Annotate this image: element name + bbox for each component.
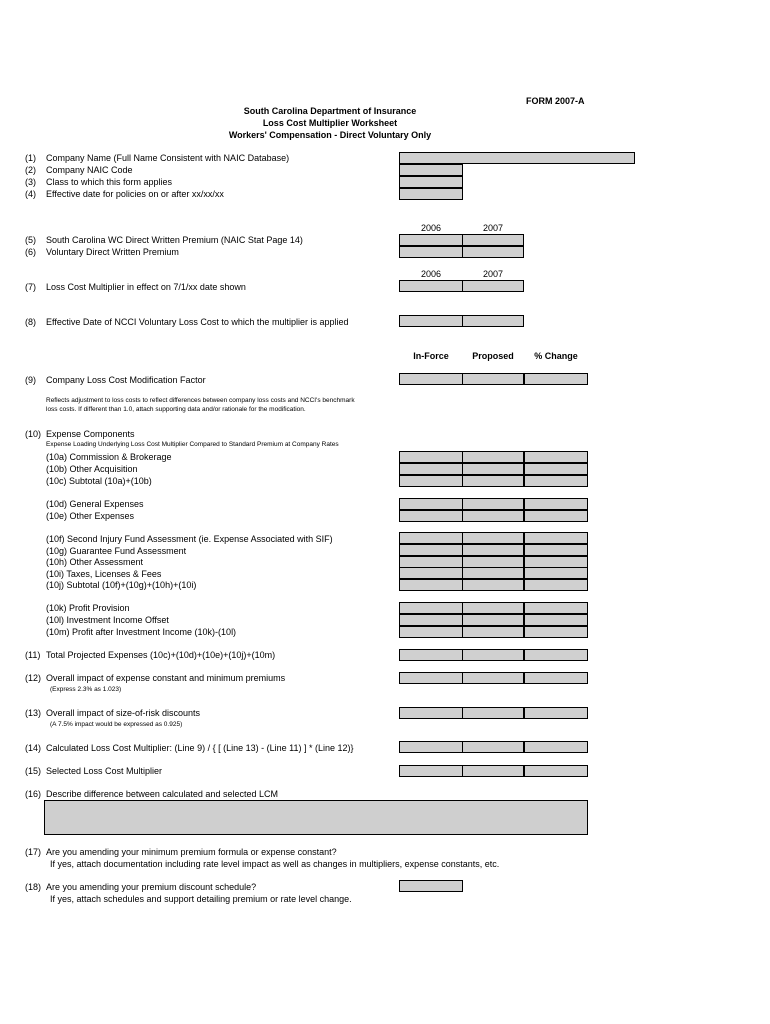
- field-10b-proposed[interactable]: [462, 463, 524, 475]
- label-10j: (10j) Subtotal (10f)+(10g)+(10h)+(10i): [46, 580, 197, 590]
- field-15-proposed[interactable]: [462, 765, 524, 777]
- field-10c-proposed[interactable]: [462, 475, 524, 487]
- col-proposed: Proposed: [472, 351, 514, 361]
- vdwp-2006-field[interactable]: [399, 246, 463, 258]
- field-14-change[interactable]: [524, 741, 588, 753]
- field-10f-inforce[interactable]: [399, 532, 463, 544]
- label-10b: (10b) Other Acquisition: [46, 464, 138, 474]
- item-number: (16): [25, 789, 42, 799]
- year-header-2006: 2006: [420, 223, 442, 233]
- item-number: (9): [25, 375, 36, 385]
- form-id: FORM 2007-A: [526, 96, 585, 106]
- field-11-change[interactable]: [524, 649, 588, 661]
- field-10b-change[interactable]: [524, 463, 588, 475]
- calculated-lcm-label: Calculated Loss Cost Multiplier: (Line 9) / { [ (Line 13) - (Line 11) ] * (Line 12)}: [46, 743, 354, 753]
- class-label: Class to which this form applies: [46, 177, 173, 187]
- dwp-2006-field[interactable]: [399, 234, 463, 246]
- field-10k-proposed[interactable]: [462, 602, 524, 614]
- dwp-2007-field[interactable]: [462, 234, 524, 246]
- field-14-proposed[interactable]: [462, 741, 524, 753]
- company-name-field[interactable]: [399, 152, 635, 164]
- premium-discount-question: Are you amending your premium discount schedule?: [46, 882, 257, 892]
- label-10i: (10i) Taxes, Licenses & Fees: [46, 569, 162, 579]
- label-10h: (10h) Other Assessment: [46, 557, 144, 567]
- label-10d: (10d) General Expenses: [46, 499, 144, 509]
- min-premium-question: Are you amending your minimum premium formula or expense constant?: [46, 847, 337, 857]
- field-10l-inforce[interactable]: [399, 614, 463, 626]
- lcm-in-effect-label: Loss Cost Multiplier in effect on 7/1/xx date shown: [46, 282, 246, 292]
- field-inforce[interactable]: [399, 373, 463, 385]
- label-10c: (10c) Subtotal (10a)+(10b): [46, 476, 152, 486]
- field-13-inforce[interactable]: [399, 707, 463, 719]
- ncci-date-field-2[interactable]: [462, 315, 524, 327]
- note-12: (Express 2.3% as 1.023): [50, 686, 122, 693]
- item-number: (6): [25, 247, 36, 257]
- vdwp-2007-field[interactable]: [462, 246, 524, 258]
- effective-date-field[interactable]: [399, 188, 463, 200]
- field-10c-inforce[interactable]: [399, 475, 463, 487]
- item-number: (18): [25, 882, 42, 892]
- size-of-risk-label: Overall impact of size-of-risk discounts: [46, 708, 201, 718]
- field-10b-inforce[interactable]: [399, 463, 463, 475]
- header-line3: Workers' Compensation - Direct Voluntary Only: [228, 130, 432, 140]
- field-10m-change[interactable]: [524, 626, 588, 638]
- company-name-label: Company Name (Full Name Consistent with NAIC Database): [46, 153, 290, 163]
- selected-lcm-label: Selected Loss Cost Multiplier: [46, 766, 163, 776]
- field-10g-inforce[interactable]: [399, 544, 463, 556]
- naic-code-label: Company NAIC Code: [46, 165, 133, 175]
- field-change[interactable]: [524, 373, 588, 385]
- item-number: (3): [25, 177, 36, 187]
- field-10e-proposed[interactable]: [462, 510, 524, 522]
- field-15-inforce[interactable]: [399, 765, 463, 777]
- field-10j-inforce[interactable]: [399, 579, 463, 591]
- header-line2: Loss Cost Multiplier Worksheet: [262, 118, 398, 128]
- field-10m-proposed[interactable]: [462, 626, 524, 638]
- item-number: (5): [25, 235, 36, 245]
- year-header-2007: 2007: [482, 269, 504, 279]
- note-10: Expense Loading Underlying Loss Cost Multiplier Compared to Standard Premium at Company Rates: [46, 441, 339, 448]
- voluntary-premium-label: Voluntary Direct Written Premium: [46, 247, 179, 257]
- item-number: (1): [25, 153, 36, 163]
- class-field[interactable]: [399, 176, 463, 188]
- label-10m: (10m) Profit after Investment Income (10k)-(10l): [46, 627, 237, 637]
- item-number: (13): [25, 708, 42, 718]
- effective-date-label: Effective date for policies on or after xx/xx/xx: [46, 189, 224, 199]
- field-11-inforce[interactable]: [399, 649, 463, 661]
- field-10d-proposed[interactable]: [462, 498, 524, 510]
- header-line1: South Carolina Department of Insurance: [243, 106, 417, 116]
- field-13-change[interactable]: [524, 707, 588, 719]
- item-number: (14): [25, 743, 42, 753]
- field-10k-inforce[interactable]: [399, 602, 463, 614]
- field-14-inforce[interactable]: [399, 741, 463, 753]
- ncci-date-label: Effective Date of NCCI Voluntary Loss Cost to which the multiplier is applied: [46, 317, 349, 327]
- total-expenses-label: Total Projected Expenses (10c)+(10d)+(10e)+(10j)+(10m): [46, 650, 276, 660]
- field-10e-inforce[interactable]: [399, 510, 463, 522]
- col-inforce: In-Force: [413, 351, 449, 361]
- field-10f-proposed[interactable]: [462, 532, 524, 544]
- field-10d-change[interactable]: [524, 498, 588, 510]
- field-10a-inforce[interactable]: [399, 451, 463, 463]
- note-13: (A 7.5% impact would be expressed as 0.925): [50, 721, 183, 728]
- field-12-inforce[interactable]: [399, 672, 463, 684]
- item-number: (11): [25, 650, 41, 660]
- label-10g: (10g) Guarantee Fund Assessment: [46, 546, 187, 556]
- difference-textarea[interactable]: [44, 800, 588, 835]
- item-number: (7): [25, 282, 36, 292]
- field-10i-proposed[interactable]: [462, 567, 524, 579]
- item-number: (10): [25, 429, 42, 439]
- label-10e: (10e) Other Expenses: [46, 511, 135, 521]
- field-10f-change[interactable]: [524, 532, 588, 544]
- item-number: (17): [25, 847, 42, 857]
- year-header-2006: 2006: [420, 269, 442, 279]
- label-10a: (10a) Commission & Brokerage: [46, 452, 172, 462]
- field-10i-change[interactable]: [524, 567, 588, 579]
- field-10g-change[interactable]: [524, 544, 588, 556]
- item-number: (15): [25, 766, 42, 776]
- label-10l: (10l) Investment Income Offset: [46, 615, 169, 625]
- field-proposed[interactable]: [462, 373, 524, 385]
- naic-code-field[interactable]: [399, 164, 463, 176]
- note-9b: loss costs. If different than 1.0, attach supporting data and/or rationale for the modification.: [46, 406, 306, 413]
- min-premium-instruction: If yes, attach documentation including rate level impact as well as changes in multipliers, expense constants, etc.: [50, 859, 500, 869]
- direct-written-premium-label: South Carolina WC Direct Written Premium (NAIC Stat Page 14): [46, 235, 303, 245]
- field-10a-change[interactable]: [524, 451, 588, 463]
- field-10m-inforce[interactable]: [399, 626, 463, 638]
- field-10d-inforce[interactable]: [399, 498, 463, 510]
- year-header-2007: 2007: [482, 223, 504, 233]
- field-10l-change[interactable]: [524, 614, 588, 626]
- field-10k-change[interactable]: [524, 602, 588, 614]
- expense-components-label: Expense Components: [46, 429, 135, 439]
- item-number: (2): [25, 165, 36, 175]
- field-10j-change[interactable]: [524, 579, 588, 591]
- premium-discount-field[interactable]: [399, 880, 463, 892]
- field-10c-change[interactable]: [524, 475, 588, 487]
- field-10g-proposed[interactable]: [462, 544, 524, 556]
- expense-constant-label: Overall impact of expense constant and minimum premiums: [46, 673, 286, 683]
- item-number: (8): [25, 317, 36, 327]
- col-change: % Change: [534, 351, 578, 361]
- field-10a-proposed[interactable]: [462, 451, 524, 463]
- lcm-2006-field[interactable]: [399, 280, 463, 292]
- field-10j-proposed[interactable]: [462, 579, 524, 591]
- item-number: (4): [25, 189, 36, 199]
- field-11-proposed[interactable]: [462, 649, 524, 661]
- modification-factor-label: Company Loss Cost Modification Factor: [46, 375, 206, 385]
- field-15-change[interactable]: [524, 765, 588, 777]
- label-10f: (10f) Second Injury Fund Assessment (ie. Expense Associated with SIF): [46, 534, 333, 544]
- field-13-proposed[interactable]: [462, 707, 524, 719]
- difference-label: Describe difference between calculated and selected LCM: [46, 789, 278, 799]
- note-9a: Reflects adjustment to loss costs to reflect differences between company loss costs and NCCI's benchmark: [46, 397, 355, 404]
- field-12-proposed[interactable]: [462, 672, 524, 684]
- premium-discount-instruction: If yes, attach schedules and support detailing premium or rate level change.: [50, 894, 352, 904]
- field-12-change[interactable]: [524, 672, 588, 684]
- field-10i-inforce[interactable]: [399, 567, 463, 579]
- field-10e-change[interactable]: [524, 510, 588, 522]
- field-10l-proposed[interactable]: [462, 614, 524, 626]
- item-number: (12): [25, 673, 42, 683]
- label-10k: (10k) Profit Provision: [46, 603, 130, 613]
- lcm-2007-field[interactable]: [462, 280, 524, 292]
- ncci-date-field-1[interactable]: [399, 315, 463, 327]
